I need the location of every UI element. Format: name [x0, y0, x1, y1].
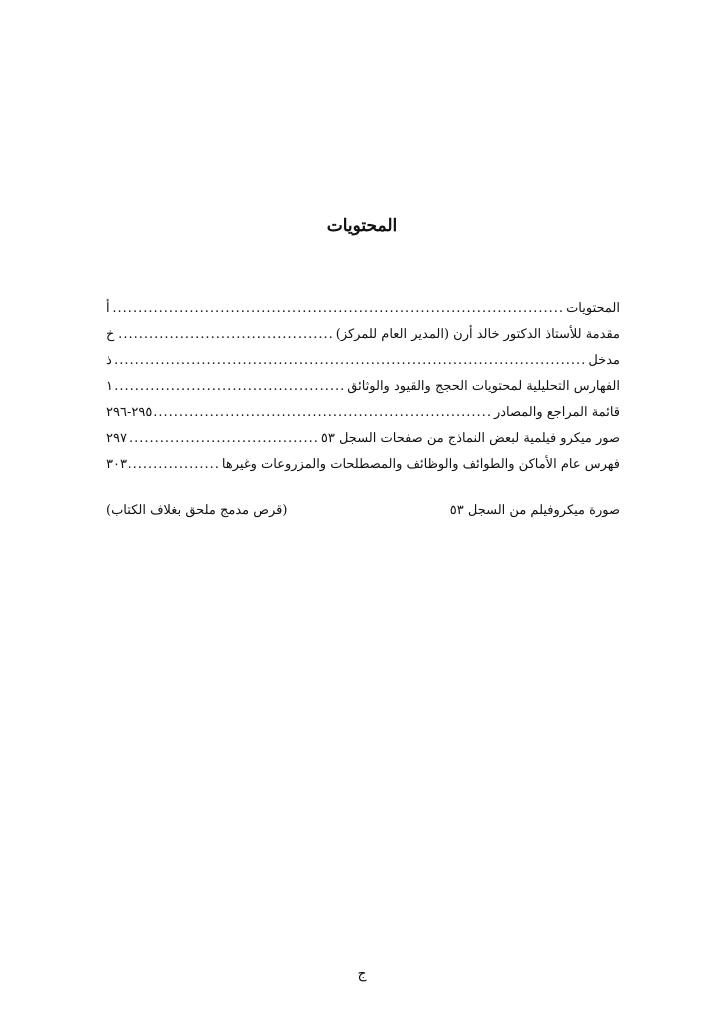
- page-title: المحتويات: [326, 216, 398, 236]
- toc-entry-analytical-indexes: [106, 374, 620, 400]
- cd-note: (قرص مدمج ملحق بغلاف الكتاب): [106, 503, 288, 518]
- supplement-notes: [106, 503, 620, 518]
- toc-leader-dots: [129, 452, 220, 478]
- toc-entry-label: مقدمة للأستاذ الدكتور خالد أرن (المدير العام للمركز): [335, 327, 620, 342]
- toc-entry-references: [106, 400, 620, 426]
- toc-entry-contents: [106, 296, 620, 322]
- toc-entry-label: فهرس عام الأماكن والطوائف والوظائف والمصطلحات والمزروعات وغيرها: [221, 457, 620, 472]
- toc-entry-label: قائمة المراجع والمصادر: [493, 405, 620, 420]
- toc-entry-page: ٢٩٧: [106, 431, 127, 446]
- toc-entry-page: ٣٠٣: [106, 457, 127, 472]
- toc-leader-dots: [115, 374, 345, 400]
- toc-leader-dots: [129, 426, 319, 452]
- toc-leader-dots: [116, 322, 333, 348]
- toc-entry-introduction: [106, 322, 620, 348]
- toc-leader-dots: [112, 296, 564, 322]
- toc-entry-page: ١: [106, 379, 113, 394]
- toc-leader-dots: [114, 348, 587, 374]
- toc-entry-preface: [106, 348, 620, 374]
- toc-entry-label: الفهارس التحليلية لمحتويات الحجج والقيود والوثائق: [347, 379, 620, 394]
- toc-entry-microfilm-images: [106, 426, 620, 452]
- toc-entry-label: صور ميكرو فيلمية لبعض النماذج من صفحات السجل ٥٣: [320, 431, 620, 446]
- table-of-contents: [106, 296, 620, 478]
- toc-entry-page: أ: [106, 301, 110, 316]
- toc-entry-page: خ: [106, 327, 115, 342]
- toc-entry-page: ذ: [106, 353, 112, 368]
- toc-entry-label: المحتويات: [566, 301, 620, 316]
- toc-entry-page: ٢٩٥-٢٩٦: [106, 405, 153, 420]
- toc-entry-label: مدخل: [588, 353, 620, 368]
- page-number: ج: [357, 966, 367, 982]
- microfilm-note: صورة ميكروفيلم من السجل ٥٣: [449, 503, 620, 518]
- toc-entry-general-index: [106, 452, 620, 478]
- toc-leader-dots: [154, 400, 492, 426]
